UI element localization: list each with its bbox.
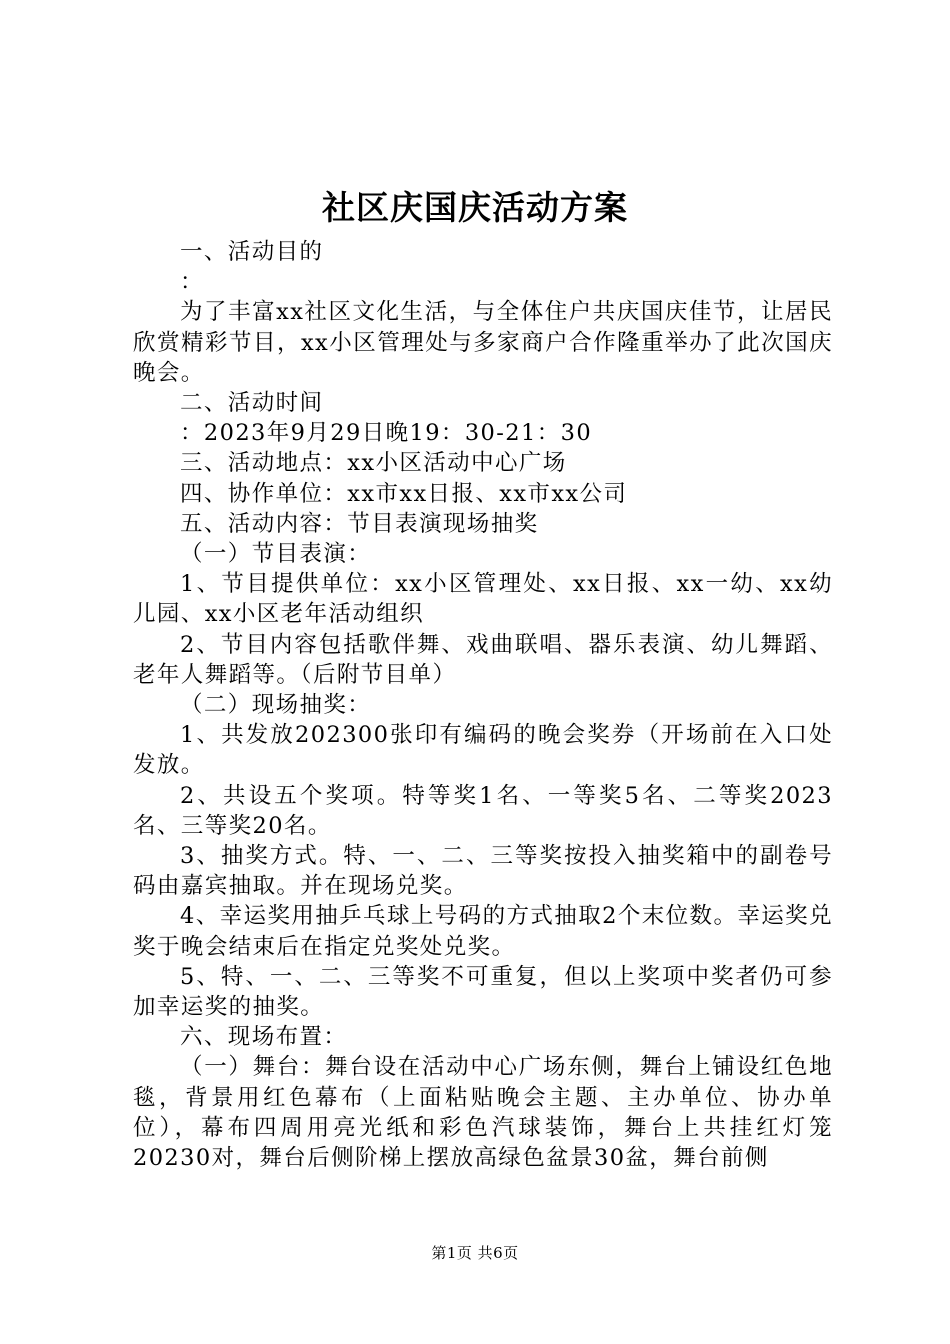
page-footer: 第1页 共6页: [431, 1244, 519, 1262]
paragraph: 2、节目内容包括歌伴舞、戏曲联唱、器乐表演、幼儿舞蹈、老年人舞蹈等。（后附节目单）: [133, 631, 833, 688]
paragraph: 四、协作单位：xx市xx日报、xx市xx公司: [180, 480, 628, 507]
paragraph: 为了丰富xx社区文化生活，与全体住户共庆国庆佳节，让居民欣赏精彩节目，xx小区管理处与多家商户合作隆重举办了此次国庆晚会。: [133, 299, 833, 386]
paragraph: （二）现场抽奖：: [180, 692, 372, 719]
paragraph: 一、活动目的: [180, 239, 324, 265]
paragraph: 五、活动内容：节目表演现场抽奖: [180, 510, 539, 537]
paragraph: 二、活动时间: [180, 390, 324, 417]
paragraph: 2、共设五个奖项。特等奖1名、一等奖5名、二等奖2023名、三等奖20名。: [133, 782, 833, 839]
paragraph: 1、节目提供单位：xx小区管理处、xx日报、xx一幼、xx幼儿园、xx小区老年活动组织: [133, 571, 833, 628]
paragraph: ：: [180, 269, 204, 296]
paragraph: 4、幸运奖用抽乒乓球上号码的方式抽取2个末位数。幸运奖兑奖于晚会结束后在指定兑奖处兑奖。: [133, 903, 833, 960]
paragraph: 六、现场布置：: [180, 1024, 348, 1051]
paragraph: 5、特、一、二、三等奖不可重复，但以上奖项中奖者仍可参加幸运奖的抽奖。: [133, 963, 833, 1021]
paragraph: 1、共发放202300张印有编码的晚会奖券（开场前在入口处发放。: [133, 722, 833, 779]
page-title: 社区庆国庆活动方案: [322, 188, 628, 227]
paragraph: 三、活动地点：xx小区活动中心广场: [180, 450, 567, 477]
paragraph: 3、抽奖方式。特、一、二、三等奖按投入抽奖箱中的副卷号码由嘉宾抽取。并在现场兑奖。: [133, 843, 833, 900]
document-body: [133, 237, 833, 1173]
paragraph: （一）舞台：舞台设在活动中心广场东侧，舞台上铺设红色地毯，背景用红色幕布（上面粘贴晚会主题、主办单位、协办单位），幕布四周用亮光纸和彩色汽球装饰，舞台上共挂红灯笼20230对，舞台后侧阶梯上摆放高绿色盆景30盆，舞台前侧: [133, 1054, 833, 1172]
paragraph: ：2023年9月29日晚19：30-21：30: [180, 420, 593, 447]
paragraph: （一）节目表演：: [180, 541, 372, 568]
